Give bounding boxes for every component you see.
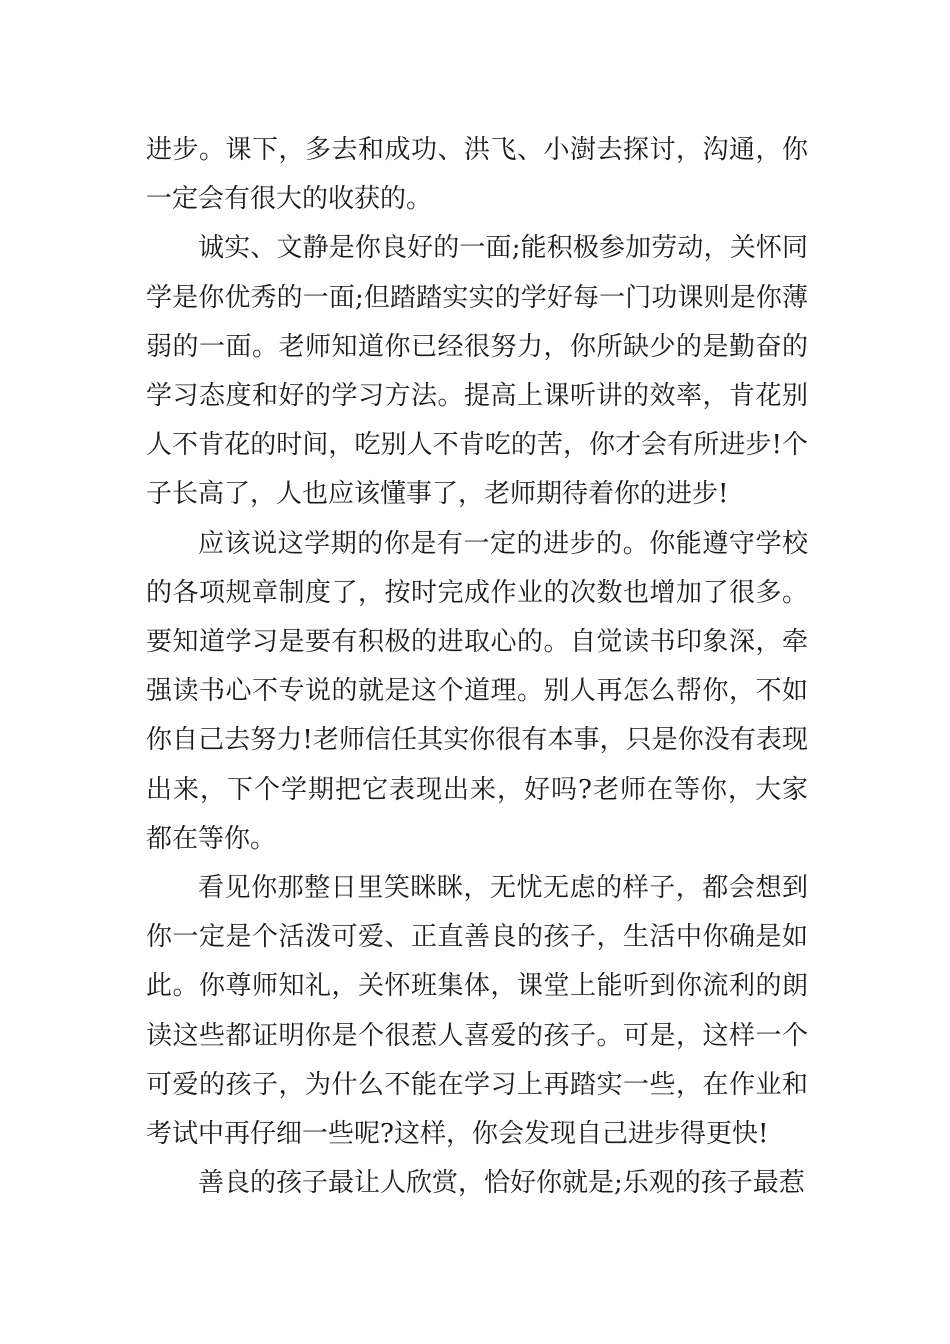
paragraph: 诚实、文静是你良好的一面;能积极参加劳动，关怀同学是你优秀的一面;但踏踏实实的学好每一门功课则是你薄弱的一面。老师知道你已经很努力，你所缺少的是勤奋的学习态度和好的学习方法。提高上课听讲的效率，肯花别人不肯花的时间，吃别人不肯吃的苦，你才会有所进步!个子长高了，人也应该懂事了，老师期待着你的进步!	[146, 233, 808, 510]
paragraph: 看见你那整日里笑眯眯，无忧无虑的样子，都会想到你一定是个活泼可爱、正直善良的孩子，生活中你确是如此。你尊师知礼，关怀班集体，课堂上能听到你流利的朗读这些都证明你是个很惹人喜爱的孩子。可是，这样一个可爱的孩子，为什么不能在学习上再踏实一些，在作业和考试中再仔细一些呢?这样，你会发现自己进步得更快!	[146, 873, 808, 1150]
paragraph-continued: 进步。课下，多去和成功、洪飞、小澍去探讨，沟通，你一定会有很大的收获的。	[146, 135, 808, 215]
paragraph: 应该说这学期的你是有一定的进步的。你能遵守学校的各项规章制度了，按时完成作业的次数也增加了很多。要知道学习是要有积极的进取心的。自觉读书印象深，牵强读书心不专说的就是这个道理。别人再怎么帮你，不如你自己去努力!老师信任其实你很有本事，只是你没有表现出来，下个学期把它表现出来，好吗?老师在等你，大家都在等你。	[146, 528, 808, 854]
paragraph: 善良的孩子最让人欣赏，恰好你就是;乐观的孩子最惹	[198, 1168, 805, 1199]
document-body	[146, 126, 808, 1208]
